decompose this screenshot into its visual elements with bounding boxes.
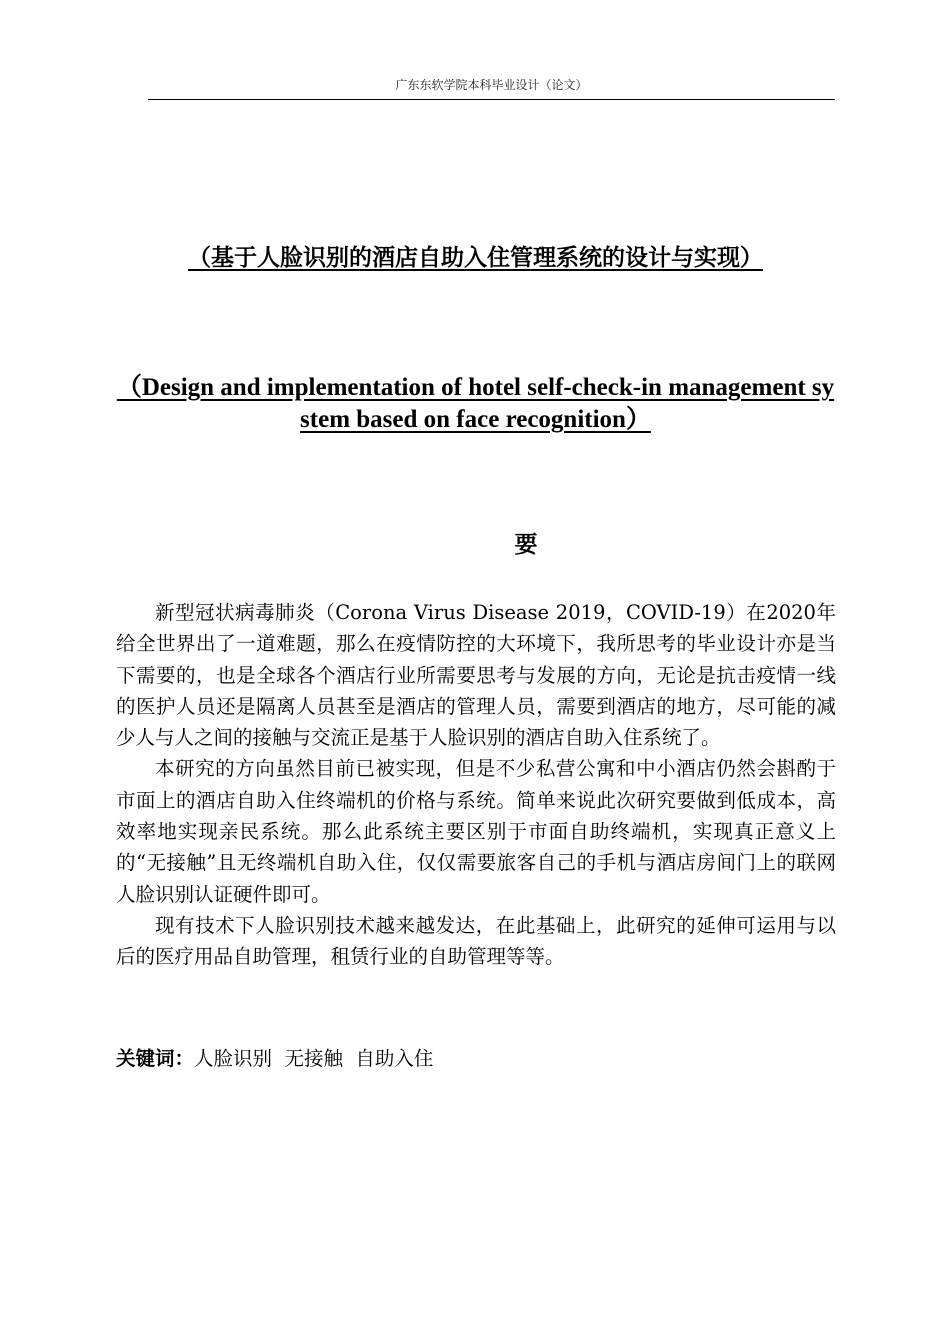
keywords-line [116, 1043, 836, 1074]
title-chinese: （基于人脸识别的酒店自助入住管理系统的设计与实现） [188, 245, 763, 271]
title-english: （Design and implementation of hotel self-check-in management system based on face recognition） [116, 374, 835, 433]
abstract-paragraph-3: 现有技术下人脸识别技术越来越发达，在此基础上，此研究的延伸可运用与以后的医疗用品自助管理，租赁行业的自助管理等等。 [116, 913, 836, 969]
keyword-item: 自助入住 [355, 1047, 434, 1070]
header-rule [148, 99, 835, 100]
abstract-paragraph-2: 本研究的方向虽然目前已被实现，但是不少私营公寓和中小酒店仍然会斟酌于市面上的酒店自助入住终端机的价格与系统。简单来说此次研究要做到低成本，高效率地实现亲民系统。那么此系统主要区别于市面自助终端机，实现真正意义上的“无接触”且无终端机自助入住，仅仅需要旅客自己的手机与酒店房间门上的联网人脸识别认证硬件即可。 [116, 757, 836, 906]
abstract-body [116, 597, 836, 973]
keyword-item: 人脸识别 [194, 1047, 273, 1070]
abstract-paragraph-1: 新型冠状病毒肺炎（Corona Virus Disease 2019，COVID-19）在2020年给全世界出了一道难题，那么在疫情防控的大环境下，我所思考的毕业设计亦是当下需要的，也是全球各个酒店行业所需要思考与发展的方向，无论是抗击疫情一线的医护人员还是隔离人员甚至是酒店的管理人员，需要到酒店的地方，尽可能的减少人与人之间的接触与交流正是基于人脸识别的酒店自助入住系统了。 [116, 601, 836, 750]
abstract-heading: 要 [514, 532, 538, 558]
running-header: 广东东软学院本科毕业设计（论文） [395, 78, 588, 92]
keyword-item: 无接触 [284, 1047, 343, 1070]
keywords-label: 关键词： [116, 1047, 195, 1070]
